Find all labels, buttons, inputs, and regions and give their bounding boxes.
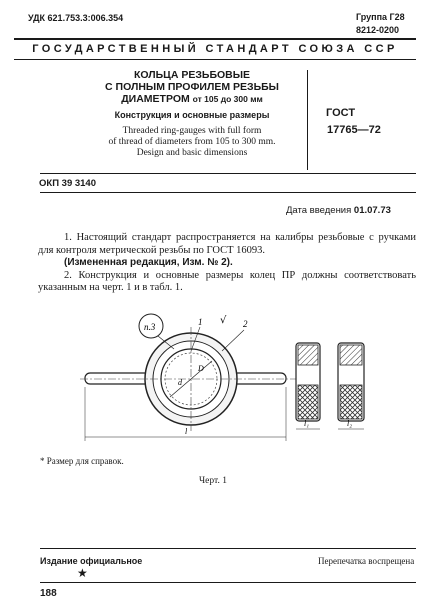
dim-l1-label: l₁ — [304, 419, 310, 428]
title-english-2: of thread of diameters from 105 to 300 mm. — [108, 137, 276, 147]
dim-l-label: l — [185, 427, 188, 436]
title-divider — [307, 70, 308, 170]
paragraph-2: 2. Конструкция и основные размеры колец ПР должны соответствовать указанным на черт. 1 и в табл. 1. — [38, 269, 416, 293]
effective-date-value: 01.07.73 — [353, 205, 391, 216]
effective-date — [286, 205, 391, 216]
gost-label: ГОСТ — [326, 107, 356, 119]
dim-l2-label: l₂ — [347, 419, 353, 428]
page-number: 188 — [40, 588, 57, 599]
ring-gauge-section-1 — [296, 343, 320, 429]
footer-rule — [40, 548, 416, 549]
paragraph-1: 1. Настоящий стандарт распространяется на калибры резьбовые с ручками для контроля метрической резьбы по ГОСТ 16093. — [38, 232, 416, 256]
body-text — [38, 232, 416, 295]
title-line-3-main: ДИАМЕТРОМ — [121, 93, 190, 105]
title-subtitle: Конструкция и основные размеры — [114, 110, 270, 120]
ring-gauge-front-view — [80, 314, 300, 441]
callout-2-leader — [222, 330, 244, 351]
okp-code: ОКП 39 3140 — [39, 178, 96, 189]
mark-bubble-label: п.3 — [144, 322, 156, 332]
roughness-mark: √ — [220, 315, 227, 326]
ring-gauge-section-2 — [338, 343, 364, 429]
group-code — [356, 11, 405, 37]
gost-number: 17765—72 — [327, 124, 381, 136]
callout-2: 2 — [243, 319, 248, 329]
title-line-1: КОЛЬЦА РЕЗЬБОВЫЕ — [133, 69, 251, 81]
title-block — [92, 69, 292, 159]
group-label: Группа Г28 — [356, 12, 405, 22]
title-english-3: Design and basic dimensions — [136, 148, 248, 158]
udk-code: УДК 621.753.3:006.354 — [28, 13, 124, 23]
dim-d-label: d — [178, 378, 182, 387]
okp-rule-top — [40, 173, 416, 174]
section-2-bottom — [340, 385, 362, 419]
callout-1: 1 — [198, 317, 203, 327]
reprint-prohibited-label: Перепечатка воспрещена — [318, 556, 415, 566]
title-line-2: С ПОЛНЫМ ПРОФИЛЕМ РЕЗЬБЫ — [105, 81, 279, 93]
section-1-bottom — [298, 385, 318, 419]
official-edition-label: Издание официальное — [40, 556, 143, 566]
paragraph-1-edit-note: (Измененная редакция, Изм. № 2). — [64, 257, 233, 268]
group-number: 8212-0200 — [356, 25, 400, 35]
section-1-top — [298, 345, 318, 365]
header-rule-bottom — [14, 59, 416, 60]
footer-rule-bottom — [40, 582, 416, 583]
title-line-3-tail: от 105 до 300 мм — [192, 94, 263, 104]
title-line-3 — [92, 93, 292, 105]
section-2-top — [340, 345, 362, 365]
star-icon: ★ — [77, 566, 88, 580]
okp-rule-bottom — [40, 192, 416, 193]
header-rule-top — [14, 38, 416, 40]
title-english-1: Threaded ring-gauges with full form — [122, 126, 262, 136]
drawing-figure-1 — [60, 305, 380, 450]
figure-caption: Черт. 1 — [199, 476, 227, 486]
footnote: * Размер для справок. — [40, 456, 124, 466]
standard-header: ГОСУДАРСТВЕННЫЙ СТАНДАРТ СОЮЗА ССР — [32, 43, 398, 55]
effective-date-label: Дата введения — [286, 205, 352, 216]
dim-d1-label: D — [198, 364, 204, 373]
